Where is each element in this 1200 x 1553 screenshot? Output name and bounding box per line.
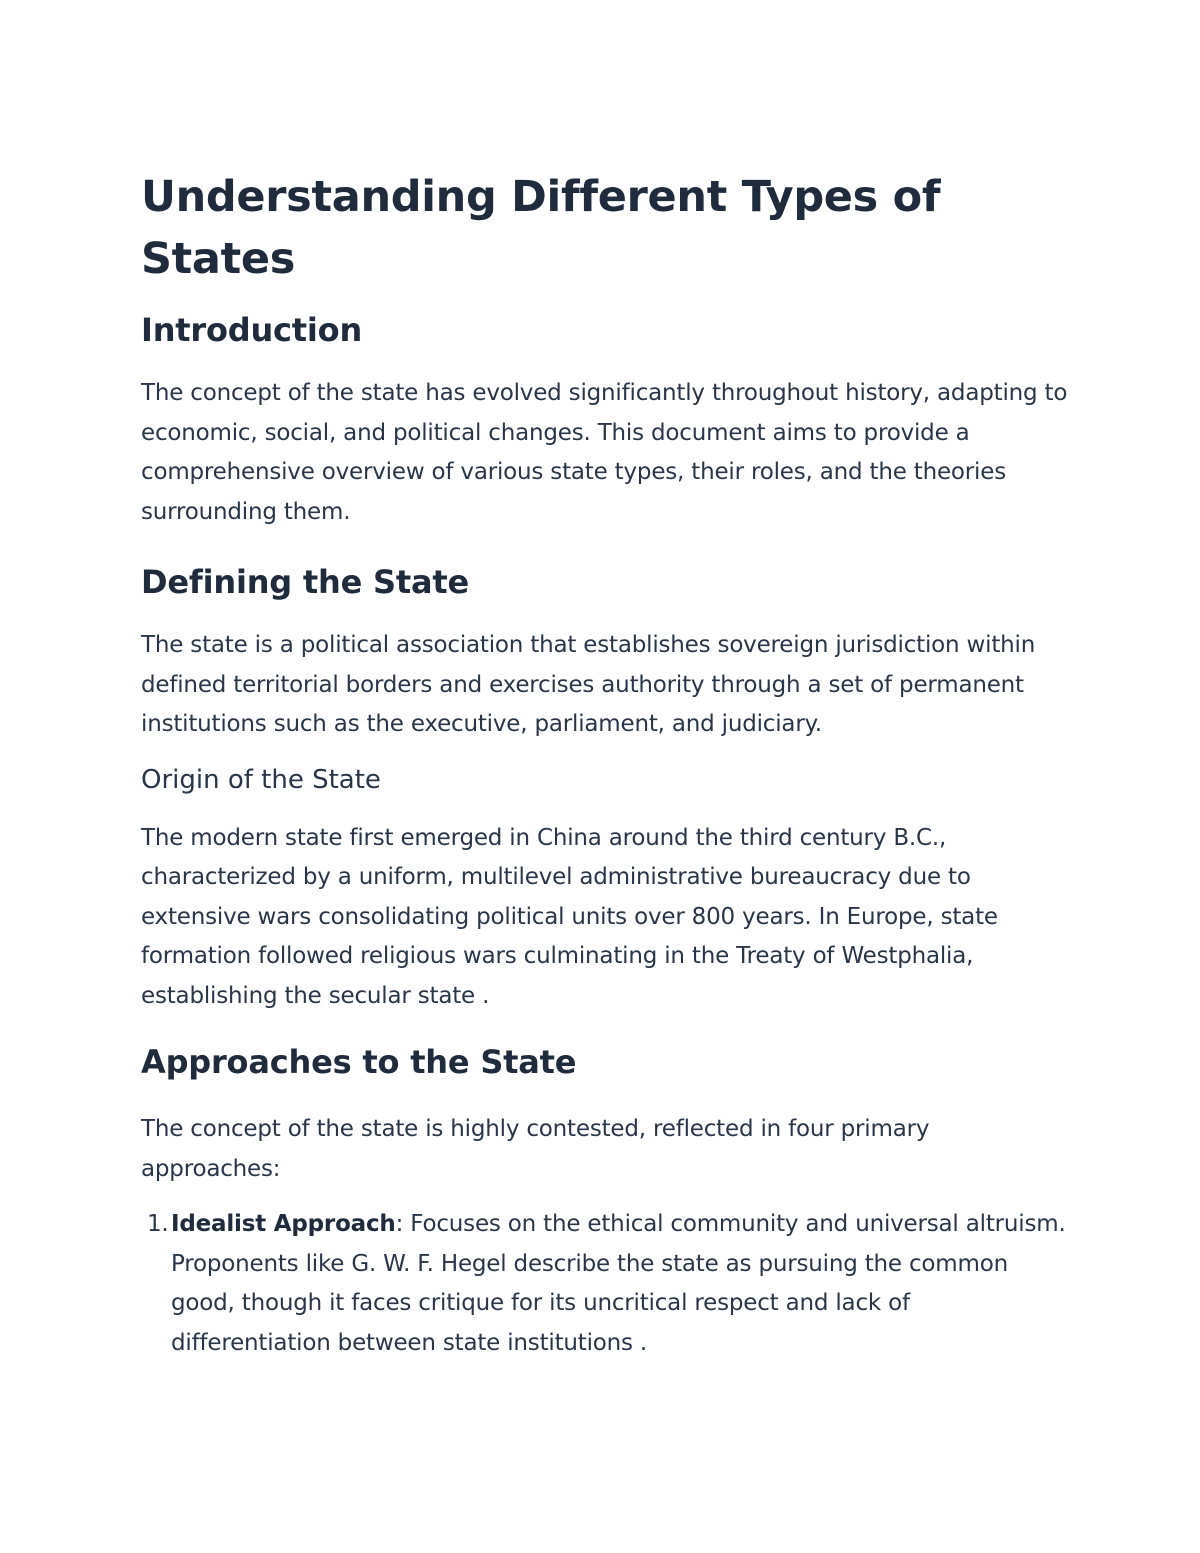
document-title: Understanding Different Types of States xyxy=(141,172,941,284)
section-body-approaches: The concept of the state is highly contested, reflected in four primary approaches: xyxy=(141,1116,930,1182)
section-body-defining-the-state: The state is a political association that establishes sovereign jurisdiction within defined territorial borders and exercises authority through a set of permanent institutions such as the executive, parliament, and judiciary. xyxy=(141,632,1036,737)
list-item-number: 1. xyxy=(147,1211,169,1237)
list-item-text: : Focuses on the ethical community and universal altruism. Proponents like G. W. F. Hegel describe the state as pursuing the common good, though it faces critique for its uncritical respect and lack of differentiation between state institutions . xyxy=(171,1211,1066,1356)
section-heading-approaches: Approaches to the State xyxy=(141,1043,577,1081)
list-item xyxy=(141,1205,1071,1363)
subsection-body-origin: The modern state first emerged in China around the third century B.C., characterized by a uniform, multilevel administrative bureaucracy due to extensive wars consolidating political units over 800 years. In Europe, state formation followed religious wars culminating in the Treaty of Westphalia, establishing the secular state . xyxy=(141,824,998,1009)
section-heading-introduction: Introduction xyxy=(141,311,363,349)
subsection-heading-origin: Origin of the State xyxy=(141,764,381,795)
list-item-term: Idealist Approach xyxy=(171,1211,396,1237)
approaches-list xyxy=(141,1205,1071,1363)
section-heading-defining-the-state: Defining the State xyxy=(141,563,469,601)
document-page xyxy=(141,166,1071,1363)
section-body-introduction: The concept of the state has evolved significantly throughout history, adapting to economic, social, and political changes. This document aims to provide a comprehensive overview of various state types, their roles, and the theories surrounding them. xyxy=(141,380,1068,525)
